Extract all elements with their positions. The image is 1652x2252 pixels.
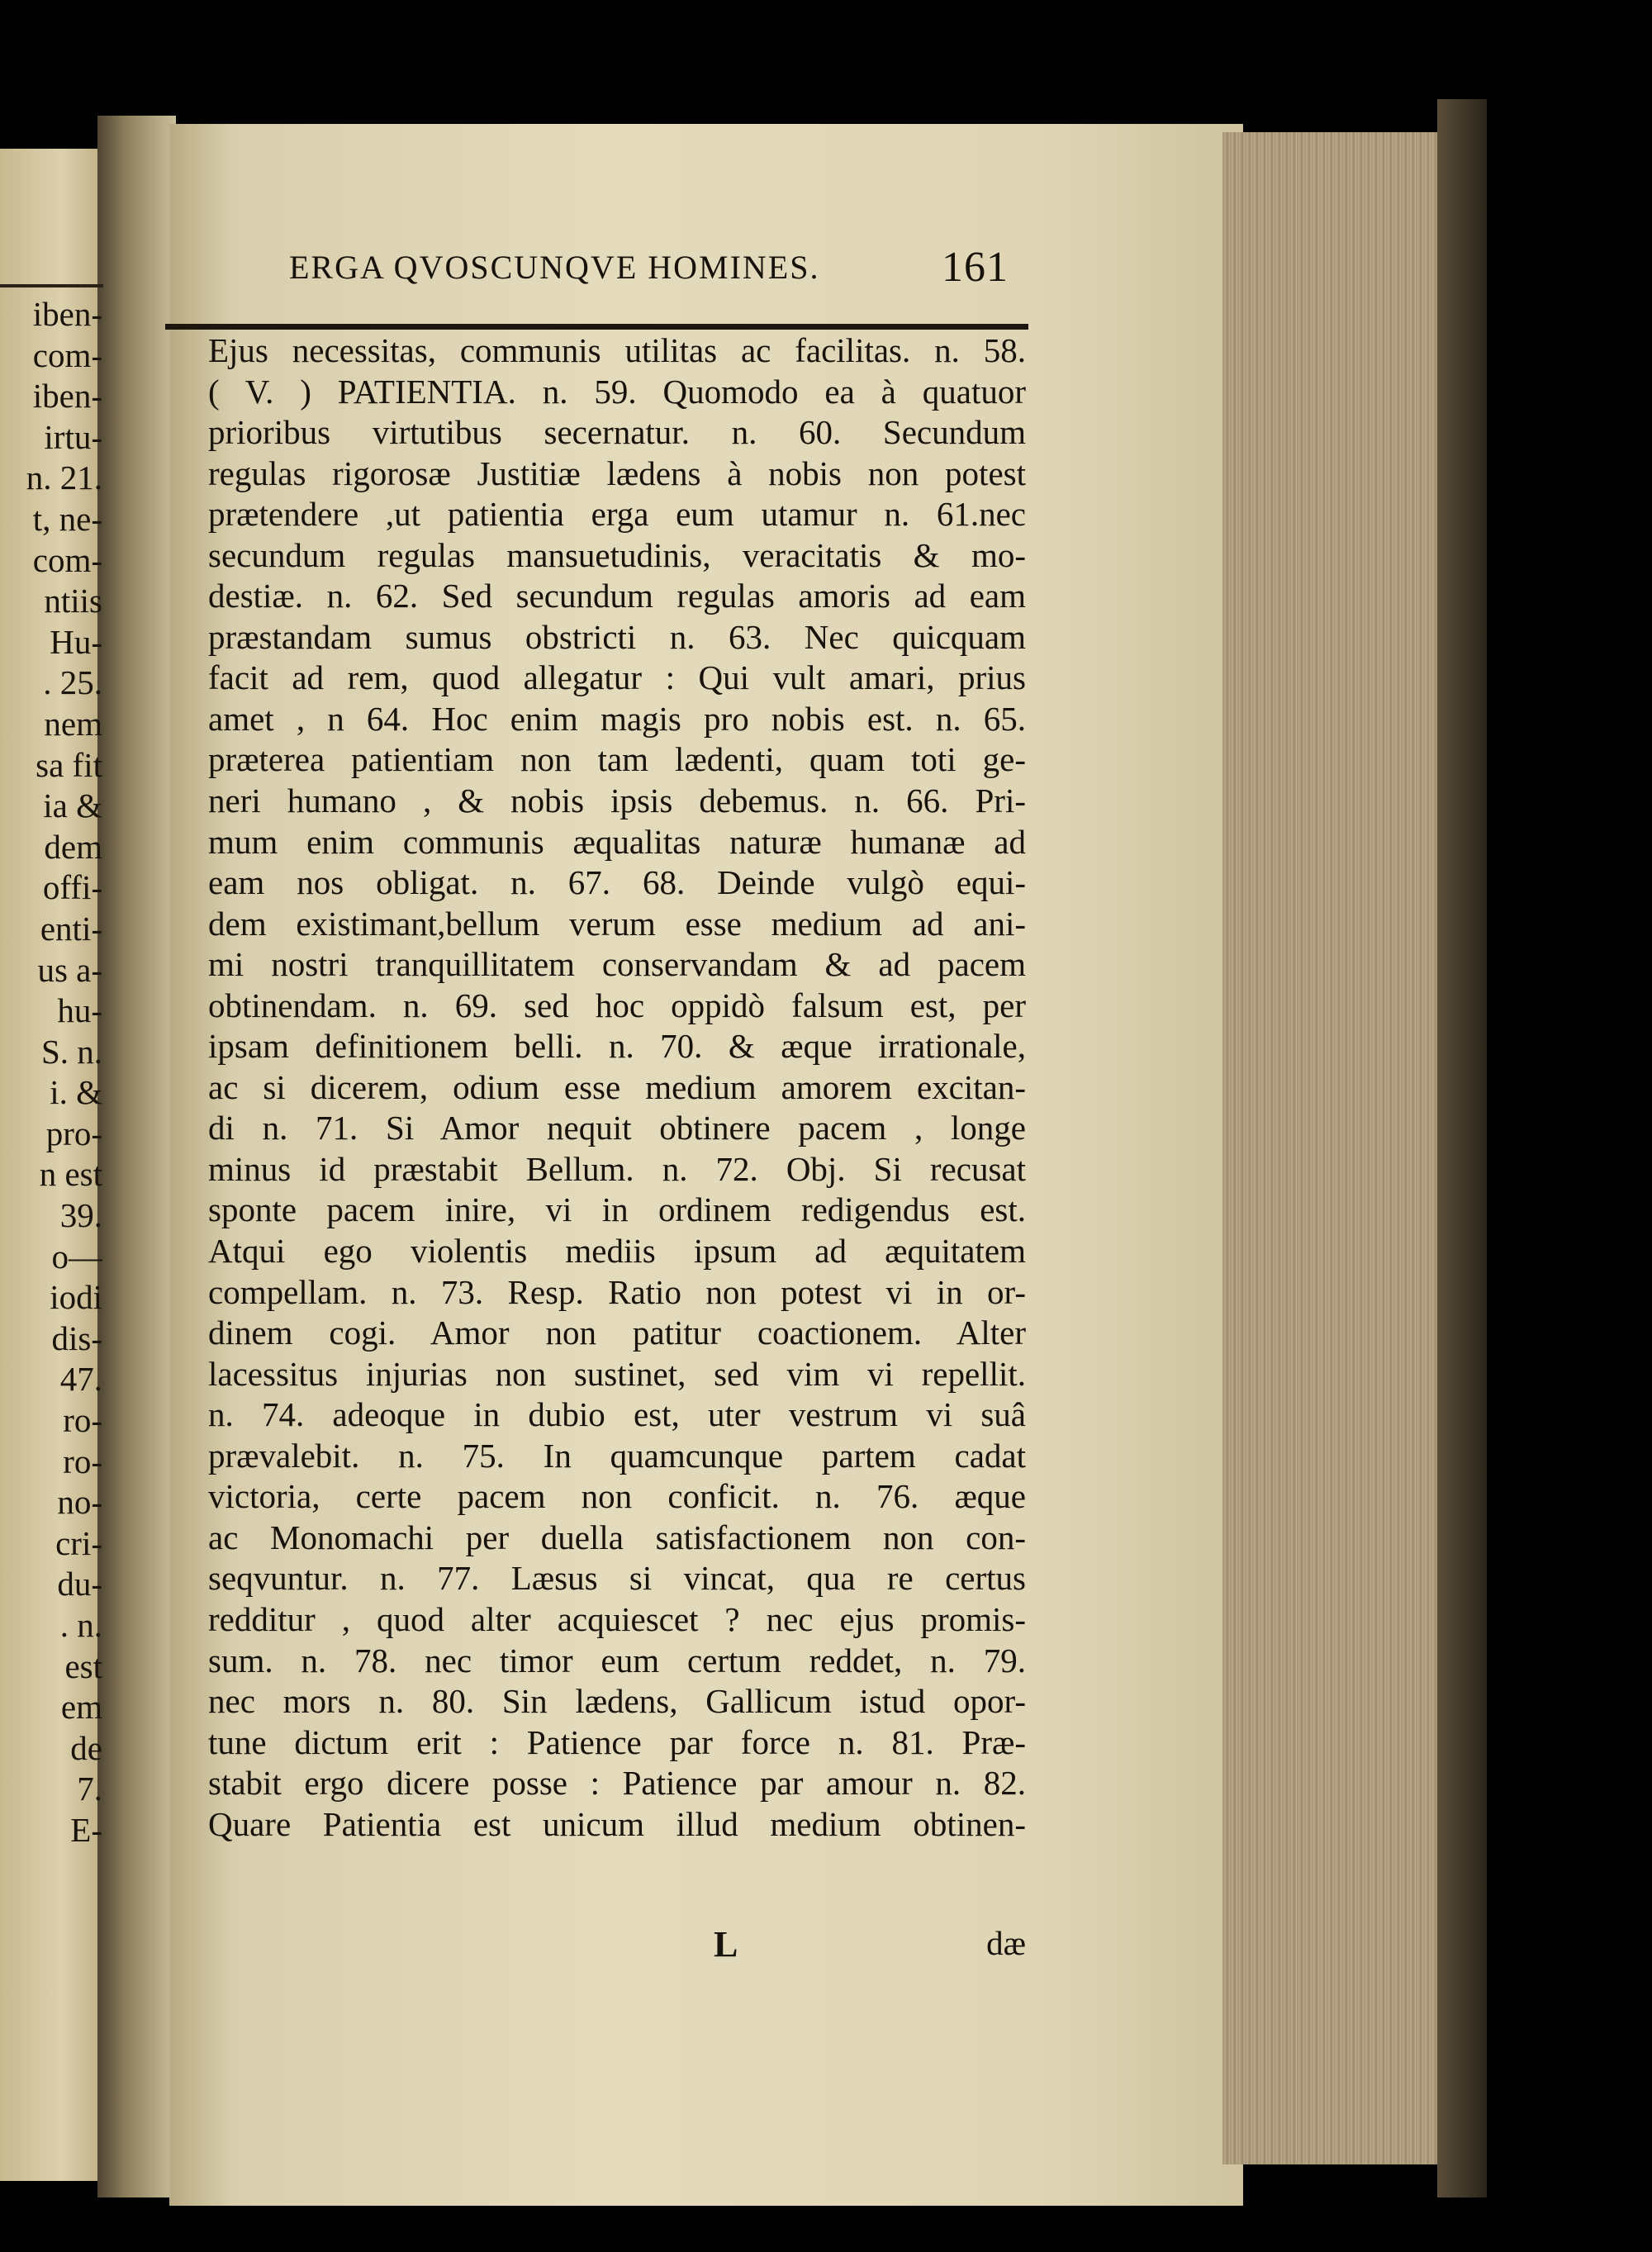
text-line: ac si dicerem, odium esse medium amorem excitan- xyxy=(208,1067,1026,1106)
text-line: n. 74. adeoque in dubio est, uter vestrum vi suâ xyxy=(208,1395,1026,1434)
text-line: Atqui ego violentis mediis ipsum ad æquitatem xyxy=(208,1232,1026,1271)
page-block-edge xyxy=(1222,132,1441,2164)
page-footer xyxy=(208,1923,1026,1965)
text-line: minus id præstabit Bellum. n. 72. Obj. Si recusat xyxy=(208,1149,1026,1188)
text-line: ipsam definitionem belli. n. 70. & æque irrationale, xyxy=(208,1027,1026,1066)
text-line: facit ad rem, quod allegatur : Qui vult amari, prius xyxy=(208,658,1026,697)
text-line: neri humano , & nobis ipsis debemus. n. 66. Pri- xyxy=(208,782,1026,820)
text-line: præterea patientiam non tam lædenti, quam toti ge- xyxy=(208,740,1026,779)
left-fragment-line: . n. xyxy=(59,1606,102,1644)
text-line: nec mors n. 80. Sin lædens, Gallicum istud opor- xyxy=(208,1682,1026,1721)
book-gutter xyxy=(97,116,176,2197)
left-fragment-line: . 25. xyxy=(43,663,102,702)
text-line: sponte pacem inire, vi in ordinem redigendus est. xyxy=(208,1190,1026,1229)
left-fragment-line: Hu- xyxy=(50,622,102,661)
left-fragment-line: no- xyxy=(57,1483,102,1522)
text-line: mum enim communis æqualitas naturæ humanæ ad xyxy=(208,822,1026,861)
running-title: ERGA QVOSCUNQVE HOMINES. xyxy=(289,249,820,286)
left-fragment-line: iodi xyxy=(50,1278,102,1317)
left-fragment-line: 39. xyxy=(59,1196,102,1235)
text-line: Ejus necessitas, communis utilitas ac facilitas. n. 58. xyxy=(208,331,1026,369)
text-line: regulas rigorosæ Justitiæ lædens à nobis non potest xyxy=(208,454,1026,492)
left-fragment-line: S. n. xyxy=(40,1032,102,1071)
left-fragment-line: dis- xyxy=(51,1318,102,1357)
left-fragment-line: n est xyxy=(39,1155,102,1194)
left-fragment-line: ia & xyxy=(43,786,102,825)
text-line: compellam. n. 73. Resp. Ratio non potest vi in or- xyxy=(208,1272,1026,1311)
left-fragment-line: E- xyxy=(70,1810,102,1849)
text-line: præstandam sumus obstricti n. 63. Nec quicquam xyxy=(208,617,1026,656)
left-fragment-line: ro- xyxy=(63,1401,102,1440)
left-fragment-line: enti- xyxy=(40,909,102,948)
left-fragment-line: t, ne- xyxy=(32,499,102,538)
left-page-text-fragments xyxy=(0,294,102,1851)
left-fragment-line: com- xyxy=(32,335,102,374)
left-fragment-line: 47. xyxy=(59,1360,102,1399)
text-line: Quare Patientia est unicum illud medium obtinen- xyxy=(208,1804,1026,1843)
left-fragment-line: irtu- xyxy=(44,417,102,456)
header-rule xyxy=(165,324,1028,330)
left-page-rule xyxy=(0,284,103,287)
text-line: stabit ergo dicere posse : Patience par amour n. 82. xyxy=(208,1764,1026,1803)
left-fragment-line: cri- xyxy=(55,1523,102,1562)
text-line: ( V. ) PATIENTIA. n. 59. Quomodo ea à quatuor xyxy=(208,372,1026,411)
text-line: obtinendam. n. 69. sed hoc oppidò falsum est, per xyxy=(208,986,1026,1024)
page-body-text xyxy=(208,330,1026,1845)
left-fragment-line: offi- xyxy=(42,868,102,907)
text-line: prætendere ,ut patientia erga eum utamur n. 61.nec xyxy=(208,495,1026,534)
text-line: mi nostri tranquillitatem conservandam & ad pacem xyxy=(208,945,1026,984)
text-line: prævalebit. n. 75. In quamcunque partem cadat xyxy=(208,1436,1026,1475)
text-line: secundum regulas mansuetudinis, veracitatis & mo- xyxy=(208,535,1026,574)
left-fragment-line: n. 21. xyxy=(26,458,102,497)
text-line: redditur , quod alter acquiescet ? nec ejus promis- xyxy=(208,1599,1026,1638)
signature-mark: L xyxy=(714,1924,738,1965)
left-fragment-line: com- xyxy=(32,540,102,579)
left-fragment-line: hu- xyxy=(57,991,102,1030)
left-fragment-line: ro- xyxy=(63,1442,102,1480)
text-line: ac Monomachi per duella satisfactionem non con- xyxy=(208,1518,1026,1556)
text-line: prioribus virtutibus secernatur. n. 60. Secundum xyxy=(208,413,1026,452)
running-header xyxy=(289,244,1032,291)
text-line: dem existimant,bellum verum esse medium ad ani- xyxy=(208,904,1026,943)
page-number: 161 xyxy=(942,244,1009,291)
text-line: sum. n. 78. nec timor eum certum reddet, n. 79. xyxy=(208,1641,1026,1679)
left-fragment-line: us a- xyxy=(37,950,102,989)
text-line: eam nos obligat. n. 67. 68. Deinde vulgò equi- xyxy=(208,863,1026,902)
left-fragment-line: o— xyxy=(51,1237,102,1276)
book-cover-edge xyxy=(1437,99,1487,2197)
left-fragment-line: du- xyxy=(57,1565,102,1603)
text-line: tune dictum erit : Patience par force n. 81. Præ- xyxy=(208,1722,1026,1761)
text-line: destiæ. n. 62. Sed secundum regulas amoris ad eam xyxy=(208,577,1026,615)
left-fragment-line: ntiis xyxy=(44,582,102,620)
text-line: victoria, certe pacem non conficit. n. 76. æque xyxy=(208,1477,1026,1516)
left-fragment-line: 7. xyxy=(77,1770,102,1808)
left-fragment-line: em xyxy=(60,1688,102,1727)
text-line: amet , n 64. Hoc enim magis pro nobis est. n. 65. xyxy=(208,699,1026,738)
text-line: di n. 71. Si Amor nequit obtinere pacem , longe xyxy=(208,1109,1026,1147)
text-line: dinem cogi. Amor non patitur coactionem. Alter xyxy=(208,1314,1026,1352)
catchword: dæ xyxy=(986,1924,1026,1962)
left-fragment-line: pro- xyxy=(45,1114,102,1152)
left-fragment-line: i. & xyxy=(50,1073,102,1112)
text-line: lacessitus injurias non sustinet, sed vim vi repellit. xyxy=(208,1354,1026,1393)
text-line: seqvuntur. n. 77. Læsus si vincat, qua re certus xyxy=(208,1559,1026,1598)
left-fragment-line: sa fit xyxy=(36,745,102,784)
left-fragment-line: de xyxy=(70,1728,102,1767)
left-fragment-line: dem xyxy=(44,827,102,866)
left-fragment-line: iben- xyxy=(32,377,102,416)
left-fragment-line: nem xyxy=(44,704,102,743)
left-fragment-line: iben- xyxy=(32,295,102,333)
left-fragment-line: est xyxy=(64,1646,102,1685)
